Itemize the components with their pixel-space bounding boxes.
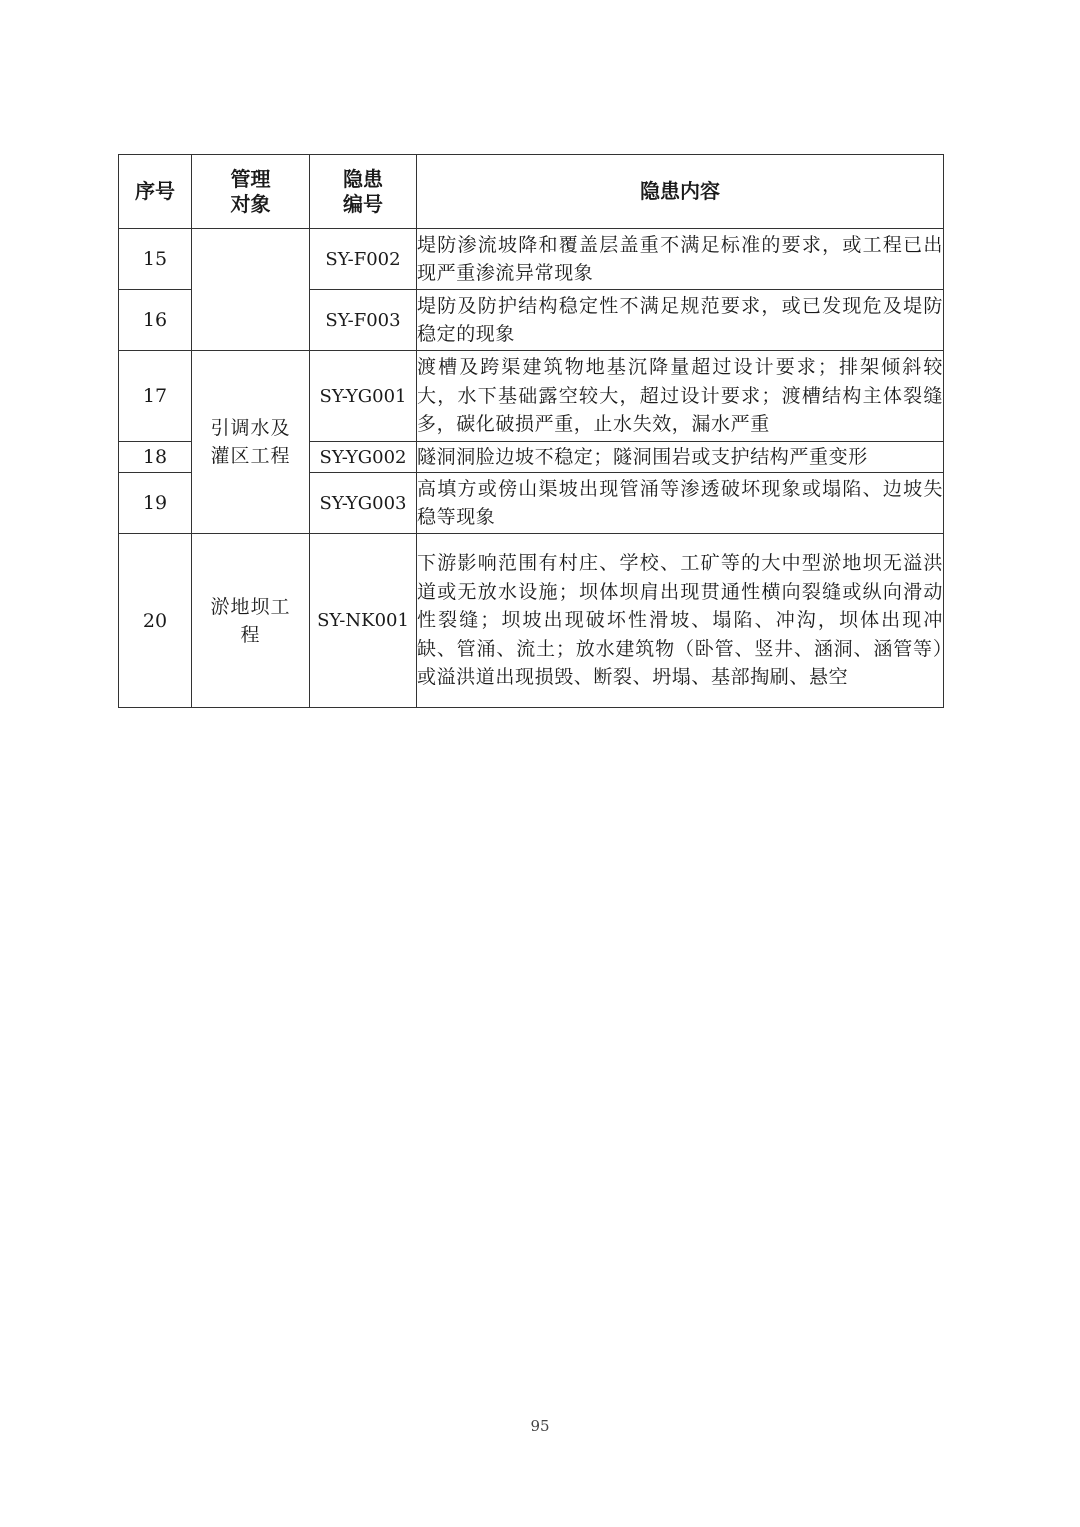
object-diversion-line1: 引调水及 xyxy=(210,417,291,439)
row-seq: 16 xyxy=(119,290,192,351)
table-row xyxy=(119,229,944,290)
object-diversion-line2: 灌区工程 xyxy=(210,445,291,467)
header-seq: 序号 xyxy=(119,155,192,229)
row-seq: 18 xyxy=(119,442,192,473)
row-seq: 17 xyxy=(119,351,192,442)
row-content: 堤防渗流坡降和覆盖层盖重不满足标准的要求，或工程已出现严重渗流异常现象 xyxy=(417,229,944,290)
row-content: 隧洞洞脸边坡不稳定；隧洞围岩或支护结构严重变形 xyxy=(417,442,944,473)
row-seq: 15 xyxy=(119,229,192,290)
header-object-line2: 对象 xyxy=(230,191,271,216)
row-object-empty xyxy=(192,229,310,351)
row-content: 渡槽及跨渠建筑物地基沉降量超过设计要求；排架倾斜较大，水下基础露空较大，超过设计要求；渡槽结构主体裂缝多，碳化破损严重，止水失效，漏水严重 xyxy=(417,351,944,442)
header-code-line2: 编号 xyxy=(343,191,383,216)
row-code: SY-F003 xyxy=(310,290,417,351)
row-object-diversion xyxy=(192,351,310,534)
row-object-checkdam xyxy=(192,534,310,708)
row-code: SY-YG003 xyxy=(310,473,417,534)
row-code: SY-YG001 xyxy=(310,351,417,442)
row-content: 堤防及防护结构稳定性不满足规范要求，或已发现危及堤防稳定的现象 xyxy=(417,290,944,351)
row-content: 高填方或傍山渠坡出现管涌等渗透破坏现象或塌陷、边坡失稳等现象 xyxy=(417,473,944,534)
row-code: SY-YG002 xyxy=(310,442,417,473)
row-code: SY-NK001 xyxy=(310,534,417,708)
table-row xyxy=(119,534,944,708)
hazard-table xyxy=(118,154,944,708)
row-content: 下游影响范围有村庄、学校、工矿等的大中型淤地坝无溢洪道或无放水设施；坝体坝肩出现贯通性横向裂缝或纵向滑动性裂缝；坝坡出现破坏性滑坡、塌陷、冲沟，坝体出现冲缺、管涌、流土；放水建筑物（卧管、竖井、涵洞、涵管等）或溢洪道出现损毁、断裂、坍塌、基部掏刷、悬空 xyxy=(417,534,944,708)
header-code-line1: 隐患 xyxy=(343,166,383,191)
table-header-row xyxy=(119,155,944,229)
header-object-line1: 管理 xyxy=(230,166,271,191)
object-checkdam-line1: 淤地坝工 xyxy=(210,595,291,618)
row-seq: 19 xyxy=(119,473,192,534)
header-code xyxy=(310,155,417,229)
object-checkdam-line2: 程 xyxy=(240,623,261,646)
row-seq: 20 xyxy=(119,534,192,708)
header-content: 隐患内容 xyxy=(417,155,944,229)
table-row xyxy=(119,351,944,442)
header-object xyxy=(192,155,310,229)
page-number: 95 xyxy=(530,1417,550,1435)
row-code: SY-F002 xyxy=(310,229,417,290)
